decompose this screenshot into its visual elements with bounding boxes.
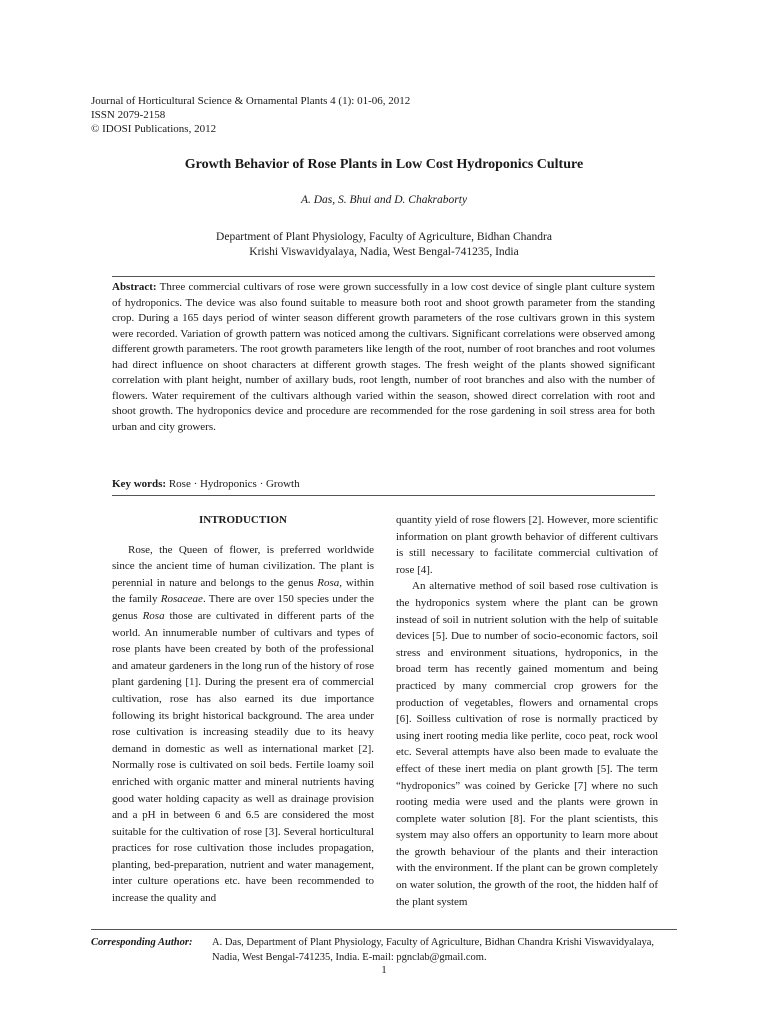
footnote-rule [91,929,677,930]
abstract-bottom-rule [112,495,655,496]
keywords-label: Key words: [112,478,167,490]
left-column [112,512,374,907]
affiliation [0,230,768,260]
paper-authors: A. Das, S. Bhui and D. Chakraborty [300,194,468,206]
keywords-text: Rose · Hydroponics · Growth [168,478,300,490]
keywords [112,478,655,490]
section-heading-introduction: INTRODUCTION [198,514,287,526]
affiliation-line-2: Krishi Viswavidyalaya, Nadia, West Bengal-741235, India [249,246,519,258]
corresponding-author-line-1: A. Das, Department of Plant Physiology, Faculty of Agriculture, Bidhan Chandra Krishi Viswavidyalaya, [212,937,655,948]
journal-info [91,94,410,136]
paper-title: Growth Behavior of Rose Plants in Low Cost Hydroponics Culture [184,157,584,172]
right-column [396,512,658,910]
intro-paragraph-1-continued: quantity yield of rose flowers [2]. However, more scientific information on plant growth behavior of different cultivars is still necessary to facilitate commercial cultivation of rose [4]. [396,514,658,576]
corresponding-author [91,935,691,965]
journal-copyright: © IDOSI Publications, 2012 [91,123,217,135]
corresponding-author-line-2: Nadia, West Bengal-741235, India. E-mail: pgnclab@gmail.com. [212,952,487,963]
intro-paragraph-2: An alternative method of soil based rose cultivation is the hydroponics system where the plant can be grown instead of soil in nutrient solution with the help of suitable devices [5]. Due to number of socio-economic factors, soil stress and environment situations, hydroponics, in the broad term has recently gained momentum and being practiced by many commercial crop growers for the production of vegetables, flowers and ornamental crops [6]. Soilless cultivation of rose is normally practiced by using inert rooting media like perlite, coco peat, rock wool etc. Several attempts have also been made to evaluate the effect of these inert media on plant growth [5]. The term “hydroponics” was coined by Gericke [7] where no such rooting media were used and the plants were grown in complete water solution [8]. For the plant scientists, this system may also offers an opportunity to learn more about the growth behaviour of the plants and their interaction with the environment. If the plant can be grown completely on water solution, the growth of the root, the hidden half of the plant system [396,580,658,908]
affiliation-line-1: Department of Plant Physiology, Faculty of Agriculture, Bidhan Chandra [216,231,552,243]
journal-citation: Journal of Horticultural Science & Ornamental Plants 4 (1): 01-06, 2012 [91,95,411,107]
page-number: 1 [381,964,387,976]
abstract [112,280,655,435]
corresponding-author-label: Corresponding Author: [91,937,193,948]
abstract-top-rule [112,276,655,277]
journal-issn: ISSN 2079-2158 [91,109,166,121]
abstract-text: Three commercial cultivars of rose were grown successfully in a low cost device of single plant culture system of hydroponics. The device was also found suitable to measure both root and shoot growth parameter from the standing crop. During a 165 days period of winter season different growth parameters of the rose cultivars grown in this system were recorded. Variation of growth pattern was noticed among the cultivars. Significant correlations were observed among different growth parameters. The root growth parameters like length of the root, number of root branches and root volumes had direct influence on shoot characters at different growth stages. The fresh weight of the plants showed significant correlation with plant height, number of axillary buds, root length, number of root branches and also with the number of flowers. Water requirement of the cultivars although varied within the season, showed direct correlation with root and shoot growth. The hydroponics device and procedure are recommended for the rose gardening in soil stress area for both urban and city growers. [112,281,655,433]
intro-paragraph-1: Rose, the Queen of flower, is preferred worldwide since the ancient time of human civilization. The plant is perennial in nature and belongs to the genus Rosa, within the family Rosaceae. There are over 150 species under the genus Rosa those are cultivated in different parts of the world. An innumerable number of cultivars and types of rose plants have been created by both of the professional and amateur gardeners in the long run of the history of rose plant gardening [1]. During the present era of commercial cultivation, rose has also earned its due importance following its bright historical background. The area under rose cultivation is increasing steadily due to its heavy demand in domestic as well as international market [2]. Normally rose is cultivated on soil beds. Fertile loamy soil enriched with organic matter and mineral nutrients having good water holding capacity as well as drainage provision and a pH in between 6 and 6.5 are considered the most suitable for the cultivation of rose [3]. Several horticultural practices for rose cultivation those includes propagation, planting, bed-preparation, nutrient and water management, inter culture operations etc. have been recommended to increase the quality and [112,543,375,905]
abstract-label: Abstract: [112,281,157,293]
